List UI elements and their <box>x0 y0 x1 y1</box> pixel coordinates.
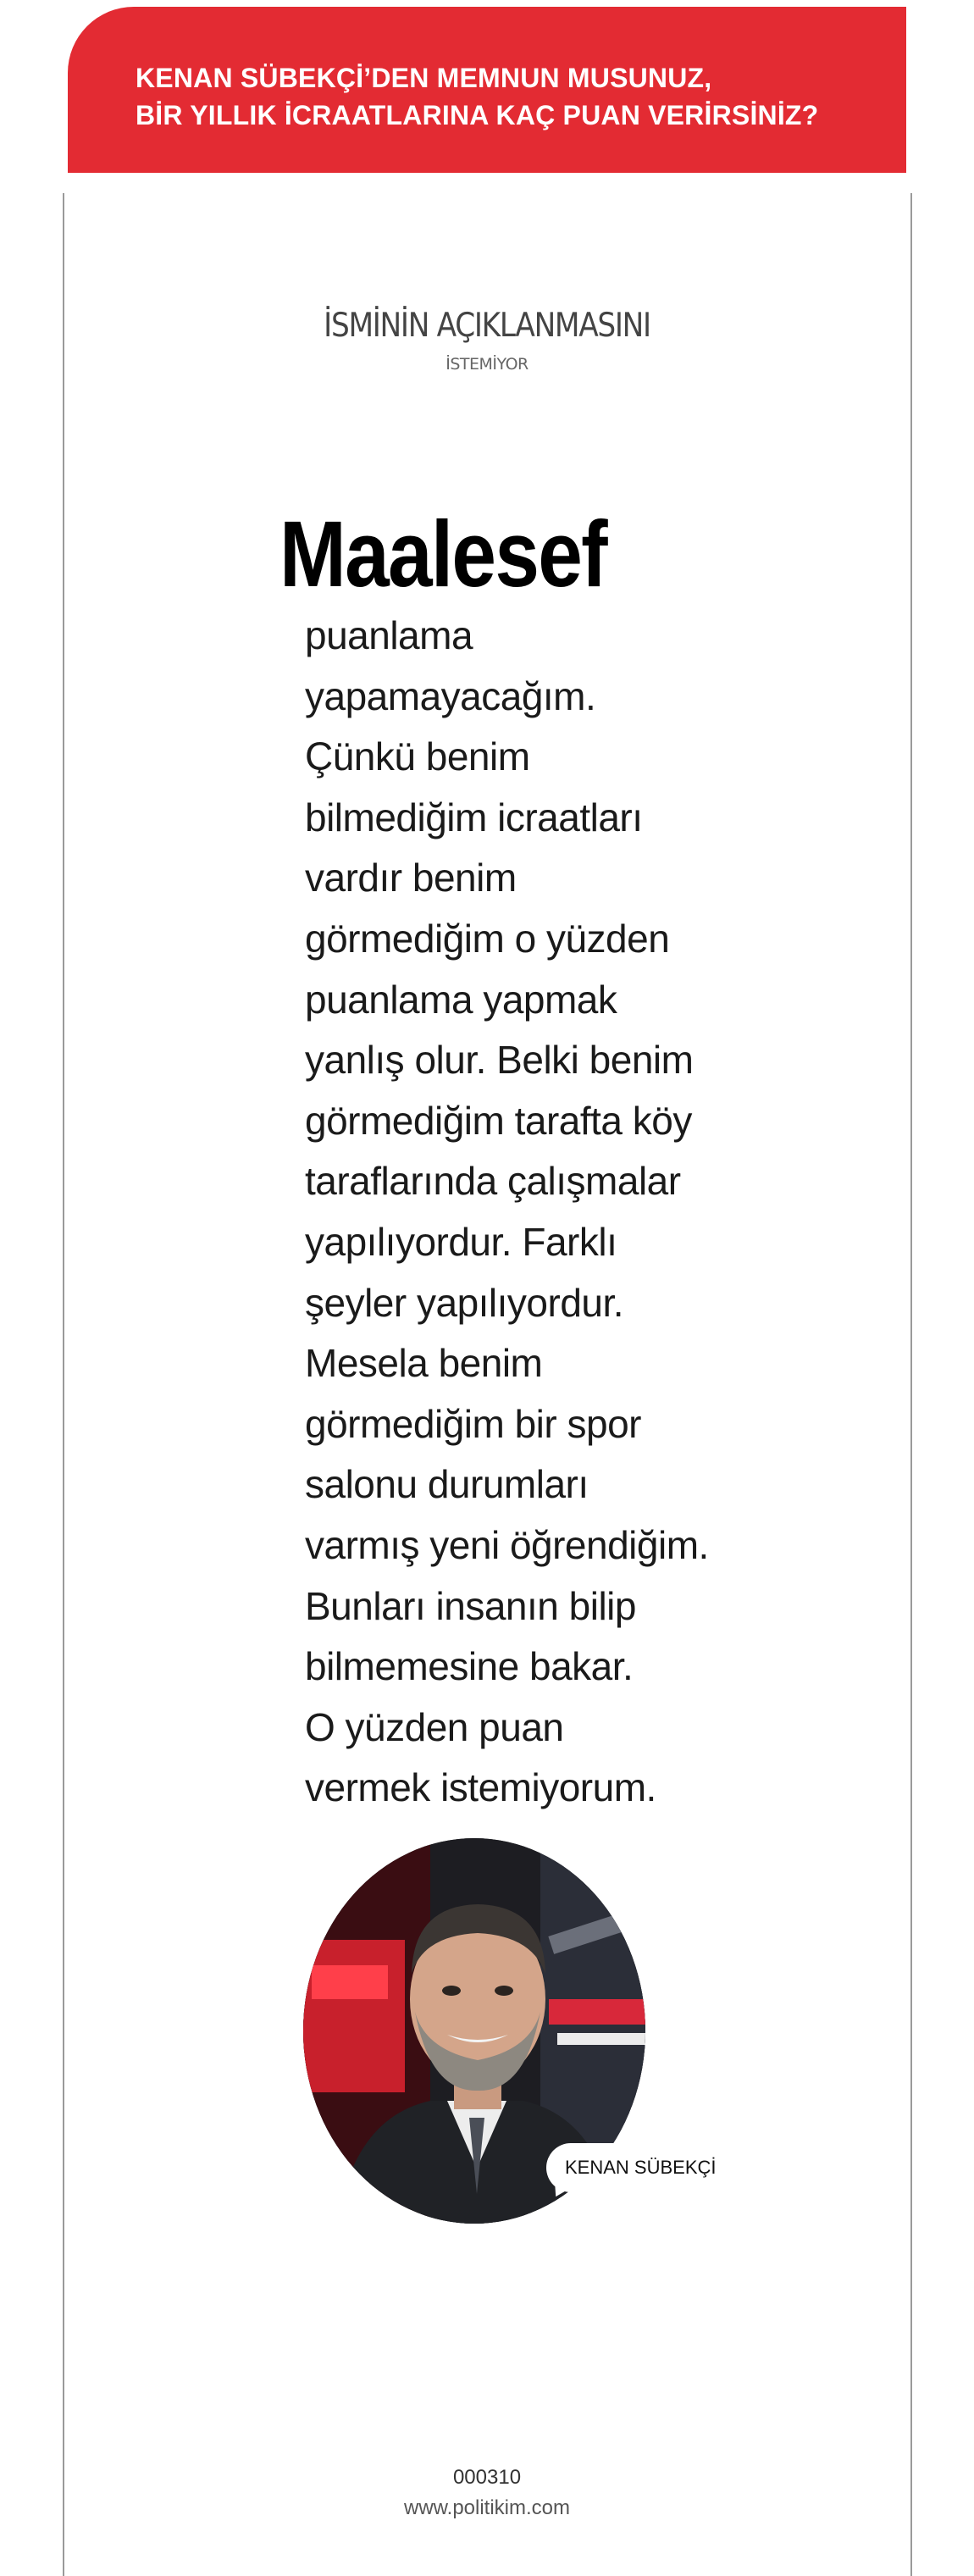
answer-line: O yüzden puan <box>305 1704 564 1749</box>
footer-code: 000310 <box>452 2466 522 2489</box>
answer-line: salonu durumları <box>305 1462 589 1507</box>
question-line-2: BİR YILLIK İCRAATLARINA KAÇ PUAN VERİRSİNİZ? <box>136 100 819 130</box>
answer-line: vermek istemiyorum. <box>305 1765 656 1810</box>
subject-name-tag: KENAN SÜBEKÇİ <box>546 2143 735 2192</box>
answer-line: bilmemesine bakar. <box>305 1644 634 1689</box>
respondent-anonymous-sublabel: İSTEMİYOR <box>445 355 529 374</box>
question-line-1: KENAN SÜBEKÇİ’DEN MEMNUN MUSUNUZ, <box>136 63 712 93</box>
answer-line: varmış yeni öğrendiğim. <box>305 1522 709 1567</box>
answer-headline: Maalesef <box>279 502 606 607</box>
answer-line: vardır benim <box>305 856 517 900</box>
answer-line: Mesela benim <box>305 1341 543 1386</box>
respondent-anonymous-label: İSMİNİN AÇIKLANMASINI <box>324 307 650 345</box>
answer-line: yapılıyordur. Farklı <box>305 1219 617 1264</box>
answer-line: görmediğim bir spor <box>305 1401 641 1446</box>
question-banner <box>68 7 906 173</box>
answer-line: puanlama <box>305 613 473 657</box>
answer-line: görmediğim o yüzden <box>305 916 670 961</box>
answer-line: görmediğim tarafta köy <box>305 1098 692 1143</box>
frame-border-right <box>910 193 912 2576</box>
answer-line: şeyler yapılıyordur. <box>305 1280 624 1325</box>
answer-line: yanlış olur. Belki benim <box>305 1038 694 1083</box>
frame-border-left <box>63 193 64 2576</box>
answer-body <box>305 606 779 1819</box>
answer-line: puanlama yapmak <box>305 977 617 1022</box>
answer-line: bilmediğim icraatları <box>305 795 643 839</box>
answer-line: Çünkü benim <box>305 734 530 779</box>
answer-line: yapamayacağım. <box>305 673 596 718</box>
footer-website-link[interactable]: www.politikim.com <box>403 2496 571 2519</box>
answer-line: taraflarında çalışmalar <box>305 1159 681 1204</box>
answer-line: Bunları insanın bilip <box>305 1583 636 1628</box>
